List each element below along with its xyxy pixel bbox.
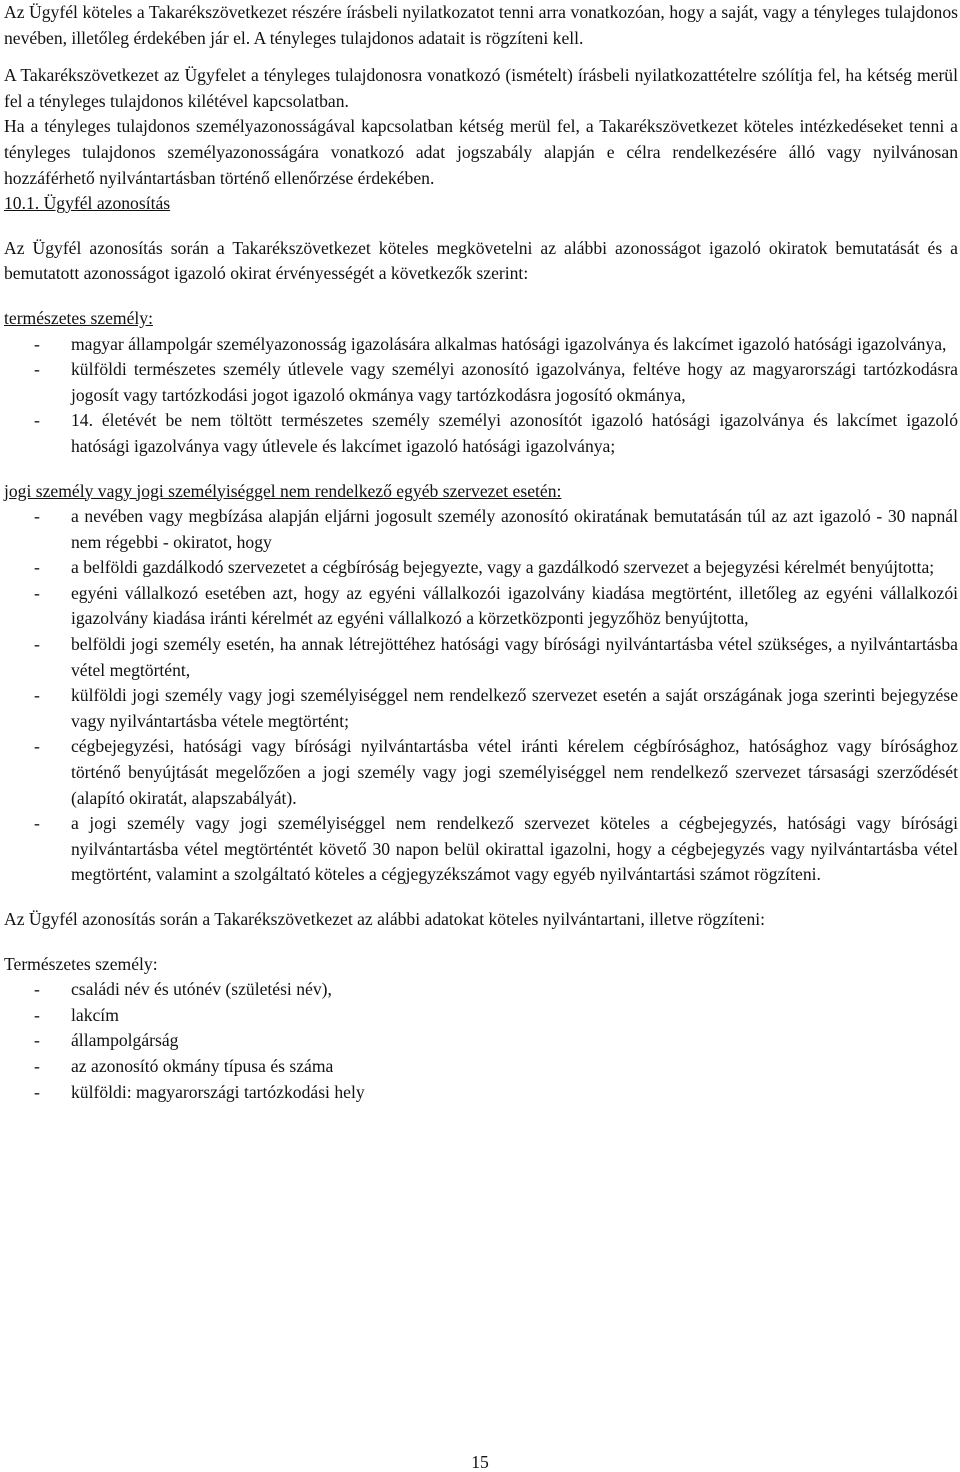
- list-item: - külföldi: magyarországi tartózkodási hely: [4, 1080, 958, 1106]
- list-item: - 14. életévét be nem töltött természetes személy személyi azonosítót igazoló hatósági igazolványa és lakcímet igazoló hatósági igazolványa vagy útlevele és lakcímet igazoló hatósági igazolványa;: [4, 408, 958, 459]
- paragraph-repeat-declaration: A Takarékszövetkezet az Ügyfelet a tényleges tulajdonosra vonatkozó (ismételt) írásbeli nyilatkozattételre szólítja fel, ha kétség merül fel a tényleges tulajdonos kilétével kapcsolatban.: [4, 65, 958, 111]
- natural-person-heading-text: természetes személy:: [4, 307, 153, 328]
- list-item: - magyar állampolgár személyazonosság igazolására alkalmas hatósági igazolványa és lakcímet igazoló hatósági igazolványa,: [4, 332, 958, 358]
- list-item: - cégbejegyzési, hatósági vagy bírósági nyilvántartásba vétel iránti kérelem cégbírósághoz, hatósághoz vagy bírósághoz történő benyújtását megelőzően a jogi személy vagy jogi személyiséggel nem rendelkező szervezet társasági szerződését (alapító okiratát, alapszabályát).: [4, 734, 958, 811]
- list-item: - belföldi jogi személy esetén, ha annak létrejöttéhez hatósági vagy bírósági nyilvántartásba vétel szükséges, a nyilvántartásba vétel megtörtént,: [4, 632, 958, 683]
- paragraph-identity-doubt: Ha a tényleges tulajdonos személyazonosságával kapcsolatban kétség merül fel, a Takarékszövetkezet köteles intézkedéseket tenni a tényleges tulajdonos személyazonosságára vonatkozó adat jogszabály alapján e célra rendelkezésére álló vagy nyilvánosan hozzáférhető nyilvántartásban történő ellenőrzése érdekében.: [4, 116, 958, 188]
- legal-person-heading-text: jogi személy vagy jogi személyiséggel nem rendelkező egyéb szervezet esetén:: [4, 480, 562, 501]
- list-item: - a belföldi gazdálkodó szervezetet a cégbíróság bejegyezte, vagy a gazdálkodó szervezet a bejegyzési kérelmét benyújtotta;: [4, 555, 958, 581]
- paragraph-identification-intro: Az Ügyfél azonosítás során a Takarékszövetkezet köteles megkövetelni az alábbi azonosságot igazoló okiratok bemutatását és a bemutatott azonosságot igazoló okirat érvényességét a következők szerint:: [4, 237, 958, 284]
- page-number: 15: [471, 1452, 489, 1472]
- list-item: - lakcím: [4, 1003, 958, 1029]
- list-item: - állampolgárság: [4, 1028, 958, 1054]
- natural-person-list: [4, 332, 958, 460]
- section-heading: [4, 191, 958, 217]
- legal-person-list: [4, 504, 958, 888]
- list-item: - külföldi jogi személy vagy jogi személyiséggel nem rendelkező szervezet esetén a saját országának joga szerinti bejegyzése vagy nyilvántartásba vétele megtörtént;: [4, 683, 958, 734]
- record-natural-person-heading: Természetes személy:: [4, 953, 158, 974]
- section-heading-text: 10.1. Ügyfél azonosítás: [4, 193, 171, 214]
- list-item: - külföldi természetes személy útlevele vagy személyi azonosító igazolványa, feltéve hogy az magyarországi tartózkodásra jogosít vagy tartózkodási jogot igazoló okmánya vagy tartózkodásra jogosító okmánya,: [4, 357, 958, 408]
- natural-person-heading: [4, 306, 958, 332]
- list-item: - az azonosító okmány típusa és száma: [4, 1054, 958, 1080]
- list-item: - családi név és utónév (születési név),: [4, 977, 958, 1003]
- legal-person-heading: [4, 479, 958, 505]
- paragraph-owner-declaration: Az Ügyfél köteles a Takarékszövetkezet részére írásbeli nyilatkozatot tenni arra vonatkozóan, hogy a saját, vagy a tényleges tulajdonos nevében, illetőleg érdekében jár el. A tényleges tulajdonos adatait is rögzíteni kell.: [4, 2, 958, 48]
- paragraph-record-data: Az Ügyfél azonosítás során a Takarékszövetkezet az alábbi adatokat köteles nyilvántartani, illetve rögzíteni:: [4, 909, 766, 929]
- list-item: - a jogi személy vagy jogi személyiséggel nem rendelkező szervezet köteles a cégbejegyzés, hatósági vagy bírósági nyilvántartásba vétel megtörténtét követő 30 napon belül okirattal igazolni, hogy a cégbejegyzés vagy nyilvántartásba vétel megtörtént, valamint a szolgáltató köteles a cégjegyzékszámot vagy egyéb nyilvántartási számot rögzíteni.: [4, 811, 958, 888]
- list-item: - egyéni vállalkozó esetében azt, hogy az egyéni vállalkozói igazolvány kiadása megtörtént, illetőleg az egyéni vállalkozói igazolvány kiadása iránti kérelmét az egyéni vállalkozó a körzetközponti jegyzőhöz benyújtotta,: [4, 581, 958, 632]
- record-data-list: [4, 977, 958, 1105]
- document-page: [4, 0, 958, 1105]
- list-item: - a nevében vagy megbízása alapján eljárni jogosult személy azonosító okiratának bemutatásán túl az azt igazoló - 30 napnál nem régebbi - okiratot, hogy: [4, 504, 958, 555]
